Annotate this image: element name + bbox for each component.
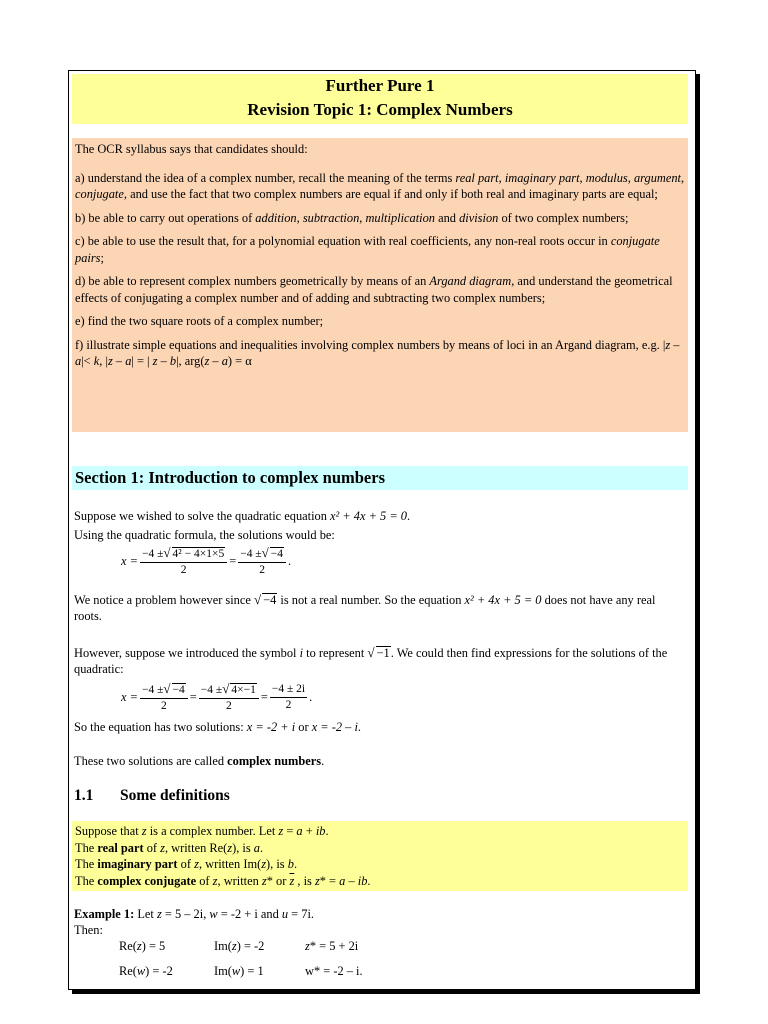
syllabus-item-c: c) be able to use the result that, for a polynomial equation with real coefficients, any non-real roots occur in conjugate pairs; — [75, 234, 660, 265]
definition-imaginary-part: The imaginary part of z, written Im(z), is b. — [75, 857, 298, 871]
syllabus-item-a: a) understand the idea of a complex number, recall the meaning of the terms real part, imaginary part, modulus, argument, conjugate, and use the fact that two complex numbers are equal if and only if both real and imaginary parts are equal; — [75, 170, 685, 201]
example-re-z: Re(z) = 5 — [119, 939, 166, 953]
syllabus-item-e: e) find the two square roots of a complex number; — [75, 314, 324, 328]
complex-solution-formula: x = $\frac{-4 \pm√ -4}{2}$ = $\frac{-4 \pm√ 4\times-1}{2}$ = $\frac{-4 \pm 2i}{2}$ . — [121, 681, 313, 712]
section-heading: Section 1: Introduction to complex numbers — [72, 466, 688, 490]
example-re-w: Re(w) = -2 — [119, 964, 173, 978]
syllabus-intro: The OCR syllabus says that candidates should: — [75, 142, 308, 156]
document-page — [68, 70, 696, 990]
example-1-then: Then: — [74, 923, 103, 937]
title-banner — [72, 74, 688, 124]
paragraph-2: Using the quadratic formula, the solutions would be: — [74, 528, 335, 542]
definition-conjugate: The complex conjugate of z, written z* or $\overline{z}$ , is z* = a – ib. — [75, 873, 371, 888]
definition-real-part: The real part of z, written Re(z), is a. — [75, 840, 264, 855]
quadratic-formula: x = $\frac{\text{−4 ±√ 4² − 4×1×5}}{2}$ = $\frac{-4 \pm√ -4}{2}$ . — [121, 545, 292, 576]
definitions-box — [72, 821, 688, 891]
document-title: Further Pure 1 — [325, 76, 435, 95]
example-im-w: Im(w) = 1 — [214, 964, 264, 978]
syllabus-item-b: b) be able to carry out operations of addition, subtraction, multiplication and division of two complex numbers; — [75, 210, 629, 225]
paragraph-4: However, suppose we introduced the symbol i to represent √ −1. We could then find expressions for the solutions of the quadratic: — [74, 645, 668, 676]
example-conj-z: z* = 5 + 2i — [305, 939, 359, 953]
document-subtitle: Revision Topic 1: Complex Numbers — [247, 100, 513, 119]
syllabus-item-f: f) illustrate simple equations and inequalities involving complex numbers by means of loci in an Argand diagram, e.g. |z – a|< k, |z – a| = | z – b|, arg(z – a) = α — [75, 337, 680, 368]
definition-line-1: Suppose that z is a complex number. Let z = a + ib. — [75, 824, 329, 838]
paragraph-1: Suppose we wished to solve the quadratic equation x² + 4x + 5 = 0. — [74, 509, 411, 523]
example-conj-w: w* = -2 – i. — [305, 964, 363, 978]
paragraph-3: We notice a problem however since √ −4 is not a real number. So the equation x² + 4x + 5 = 0 does not have any real roots. — [74, 592, 656, 623]
paragraph-6: These two solutions are called complex numbers. — [74, 754, 325, 768]
syllabus-item-d: d) be able to represent complex numbers geometrically by means of an Argand diagram, and understand the geometrical effects of conjugating a complex number and of adding and subtracting two complex numbers; — [75, 274, 673, 305]
subsection-heading: 1.1 Some definitions — [74, 787, 230, 804]
example-im-z: Im(z) = -2 — [214, 939, 265, 953]
syllabus-box — [72, 138, 688, 432]
paragraph-5: So the equation has two solutions: x = -2 + i or x = -2 – i. — [74, 720, 362, 734]
example-1-intro: Example 1: Let z = 5 – 2i, w = -2 + i and u = 7i. — [74, 907, 314, 921]
